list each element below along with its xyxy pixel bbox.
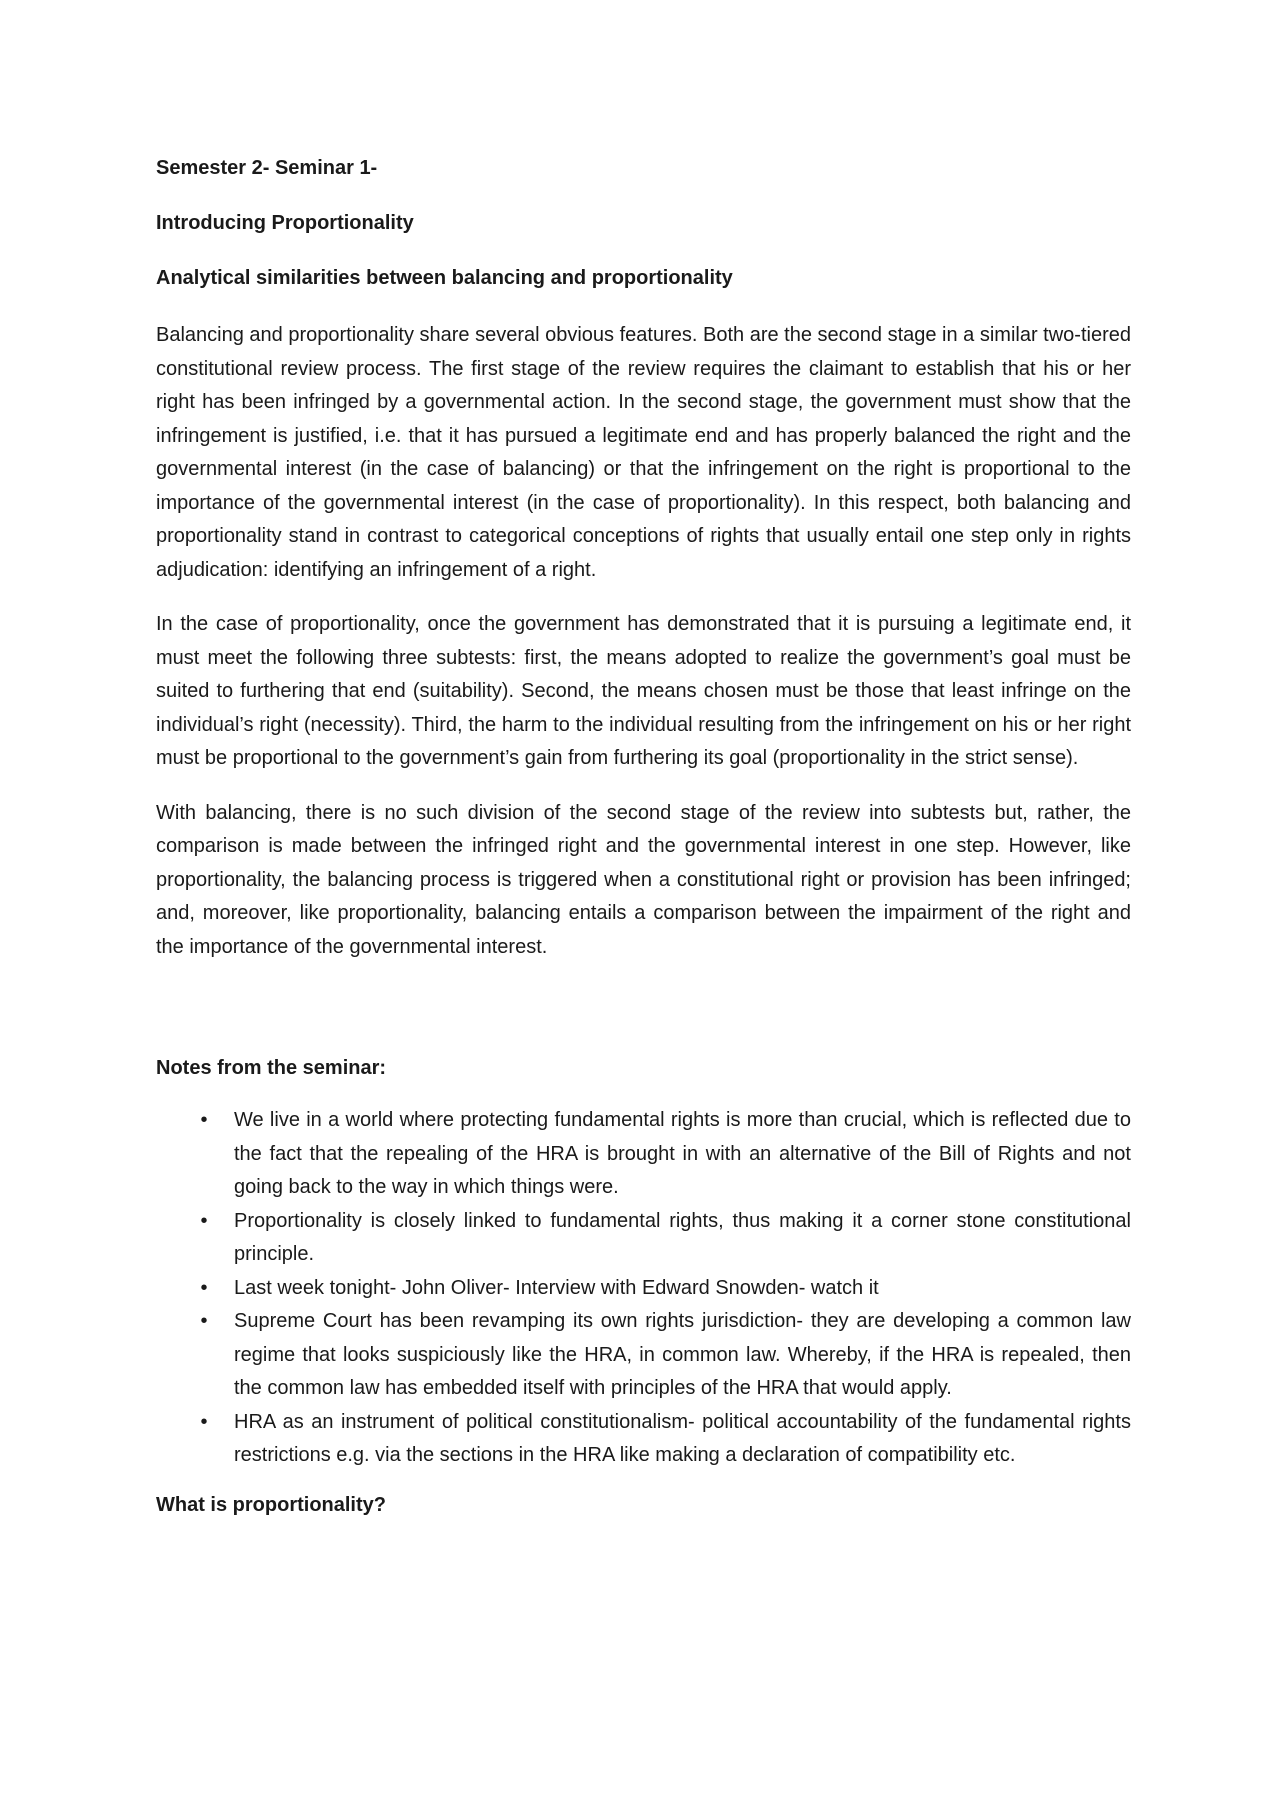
list-item [156, 1104, 1131, 1205]
final-heading: What is proportionality? [156, 1493, 386, 1516]
notes-heading: Notes from the seminar: [156, 1057, 387, 1079]
document-title: Semester 2- Seminar 1- [156, 157, 378, 179]
list-item [156, 1205, 1131, 1272]
list-item-text: Last week tonight- John Oliver- Interview with Edward Snowden- watch it [234, 1276, 879, 1299]
document-subtitle: Introducing Proportionality [156, 212, 414, 234]
bullet-icon: • [200, 1310, 208, 1332]
bullet-icon: • [200, 1410, 208, 1433]
list-item [156, 1305, 1131, 1406]
list-item [156, 1406, 1131, 1473]
paragraph-3: With balancing, there is no such division of the second stage of the review into subtests but, rather, the comparison is made between the infringed right and the governmental interest in one step. However, like proportionality, the balancing process is triggered when a constitutional right or provision has been infringed; and, moreover, like proportionality, balancing entails a comparison between the impairment of the right and the importance of the governmental interest. [156, 801, 1131, 958]
section-heading: Analytical similarities between balancing and proportionality [156, 267, 733, 289]
bullet-icon: • [200, 1276, 208, 1299]
notes-list [156, 1104, 1131, 1473]
paragraph-1: Balancing and proportionality share several obvious features. Both are the second stage in a similar two-tiered constitutional review process. The first stage of the review requires the claimant to establish that his or her right has been infringed by a governmental action. In the second stage, the government must show that the infringement is justified, i.e. that it has pursued a legitimate end and has properly balanced the right and the governmental interest (in the case of balancing) or that the infringement on the right is proportional to the importance of the governmental interest (in the case of proportionality). In this respect, both balancing and proportionality stand in contrast to categorical conceptions of rights that usually entail one step only in rights adjudication: identifying an infringement of a right. [156, 324, 1131, 581]
paragraph-2: In the case of proportionality, once the government has demonstrated that it is pursuing a legitimate end, it must meet the following three subtests: first, the means adopted to realize the government’s goal must be suited to furthering that end (suitability). Second, the means chosen must be those that least infringe on the individual’s right (necessity). Third, the harm to the individual resulting from the infringement on his or her right must be proportional to the government’s gain from furthering its goal (proportionality in the strict sense). [156, 613, 1131, 769]
list-item-text: We live in a world where protecting fundamental rights is more than crucial, which is reflected due to the fact that the repealing of the HRA is brought in with an alternative of the Bill of Rights and not going back to the way in which things were. [234, 1109, 1131, 1198]
list-item-text: Proportionality is closely linked to fundamental rights, thus making it a corner stone constitutional principle. [234, 1209, 1131, 1265]
blank-spacer [156, 985, 1131, 1054]
list-item-text: HRA as an instrument of political constitutionalism- political accountability of the fundamental rights restrictions e.g. via the sections in the HRA like making a declaration of compatibility etc. [234, 1410, 1131, 1466]
bullet-icon: • [200, 1209, 208, 1232]
list-item-text: Supreme Court has been revamping its own rights jurisdiction- they are developing a common law regime that looks suspiciously like the HRA, in common law. Whereby, if the HRA is repealed, then the common law has embedded itself with principles of the HRA that would apply. [234, 1310, 1131, 1399]
document-page [156, 154, 1131, 1546]
bullet-icon: • [200, 1109, 208, 1131]
list-item [156, 1272, 1131, 1306]
